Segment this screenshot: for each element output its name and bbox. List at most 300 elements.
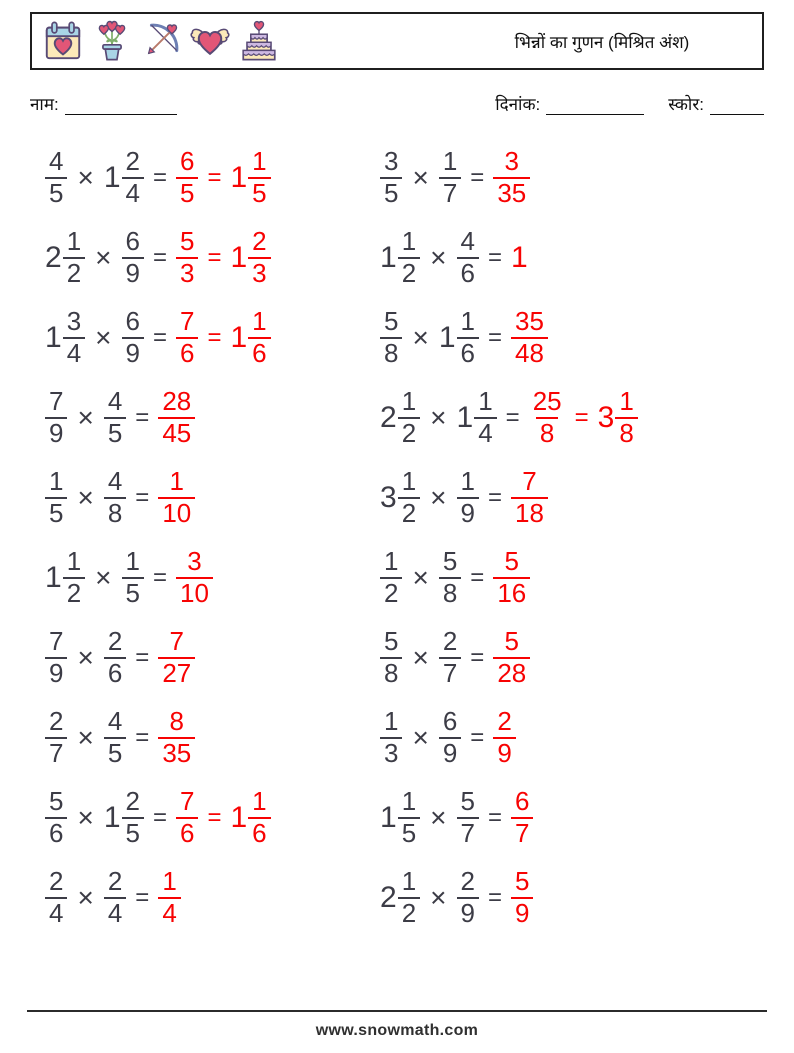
denominator: 5: [45, 497, 67, 528]
numerator: 5: [442, 546, 458, 577]
answer-value: [230, 788, 270, 847]
fraction: [380, 628, 402, 687]
denominator: 6: [176, 817, 198, 848]
equals-sign: =: [207, 244, 222, 271]
fraction: [122, 148, 144, 207]
whole-number: 1: [45, 561, 62, 594]
denominator: 2: [63, 577, 85, 608]
numerator: 1: [401, 386, 417, 417]
denominator: 6: [248, 817, 270, 848]
answer-value: [493, 708, 515, 767]
fraction: [615, 388, 637, 447]
answer-value: [176, 548, 213, 607]
denominator: 3: [248, 257, 270, 288]
factor-2: [104, 148, 144, 207]
denominator: 9: [439, 737, 461, 768]
numerator: 2: [125, 786, 140, 817]
factor-2: [439, 628, 461, 687]
fraction: [248, 148, 270, 207]
fraction: [176, 548, 213, 607]
denominator: 28: [493, 657, 530, 688]
numerator: 7: [522, 466, 537, 497]
fraction: [398, 228, 420, 287]
answers: [176, 148, 271, 207]
numerator: 5: [460, 786, 475, 817]
denominator: 9: [122, 337, 144, 368]
factor-1: [45, 868, 67, 927]
factor-2: [104, 708, 126, 767]
denominator: 6: [248, 337, 270, 368]
answers: [493, 628, 530, 687]
fraction: [439, 708, 461, 767]
answers: [511, 868, 533, 927]
numerator: 1: [460, 306, 475, 337]
problem: [380, 538, 794, 618]
numerator: 5: [515, 866, 530, 897]
equals-sign: =: [135, 644, 150, 671]
denominator: 5: [122, 577, 144, 608]
fraction: [45, 788, 67, 847]
equals-sign: =: [574, 404, 589, 431]
factor-1: [45, 788, 67, 847]
factor-2: [122, 308, 144, 367]
numerator: 1: [401, 466, 417, 497]
denominator: 4: [104, 897, 126, 928]
factor-2: [122, 228, 144, 287]
denominator: 3: [380, 737, 402, 768]
fraction: [176, 148, 198, 207]
fraction: [457, 868, 479, 927]
numerator: 5: [384, 306, 399, 337]
equals-sign: =: [487, 484, 502, 511]
equals-sign: =: [470, 724, 485, 751]
times-sign: ×: [77, 162, 94, 193]
denominator: 8: [380, 657, 402, 688]
fraction: [104, 868, 126, 927]
answer-value: [511, 868, 533, 927]
numerator: 6: [125, 226, 140, 257]
factor-2: [104, 468, 126, 527]
denominator: 4: [45, 897, 67, 928]
calendar-heart-icon: [42, 20, 84, 62]
denominator: 10: [158, 497, 195, 528]
fraction: [158, 388, 195, 447]
whole-number: 1: [456, 401, 474, 434]
name-label: नाम:: [30, 95, 59, 114]
numerator: 25: [532, 386, 562, 417]
answer-value: [230, 228, 270, 287]
denominator: 5: [122, 817, 144, 848]
fraction: [158, 468, 195, 527]
equals-sign: =: [152, 804, 167, 831]
answer-value: [158, 708, 195, 767]
fraction: [380, 548, 402, 607]
fraction: [511, 788, 533, 847]
fields-row: [30, 92, 764, 115]
answers: [493, 148, 530, 207]
answer-value: [493, 148, 530, 207]
equals-sign: =: [152, 164, 167, 191]
fraction: [45, 148, 67, 207]
denominator: 5: [104, 737, 126, 768]
numerator: 5: [504, 546, 519, 577]
equals-sign: =: [135, 484, 150, 511]
denominator: 5: [248, 177, 270, 208]
denominator: 8: [615, 417, 637, 448]
numerator: 1: [401, 866, 417, 897]
numerator: 6: [515, 786, 530, 817]
answer-value: [176, 228, 198, 287]
numerator: 2: [252, 226, 267, 257]
fraction: [398, 388, 420, 447]
fraction: [176, 308, 198, 367]
denominator: 6: [104, 657, 126, 688]
numerator: 2: [107, 626, 123, 657]
page-title: भिन्नों का गुणन (मिश्रित अंश): [514, 32, 690, 52]
header-icons: [42, 20, 280, 62]
denominator: 9: [493, 737, 515, 768]
factor-1: [45, 548, 85, 607]
whole-number: 1: [511, 241, 528, 274]
fraction: [511, 468, 548, 527]
equals-sign: =: [152, 324, 167, 351]
answer-value: [158, 468, 195, 527]
factor-1: [380, 708, 402, 767]
problem: [380, 298, 794, 378]
fraction: [122, 788, 144, 847]
fraction: [63, 548, 85, 607]
problem: [45, 698, 380, 778]
answers: [511, 308, 548, 367]
equals-sign: =: [135, 724, 150, 751]
fraction: [104, 628, 126, 687]
date-field: [495, 92, 644, 115]
fraction: [248, 228, 270, 287]
fraction: [45, 468, 67, 527]
problems-grid: [0, 138, 794, 938]
times-sign: ×: [430, 482, 447, 513]
problem: [380, 698, 794, 778]
problem: [45, 138, 380, 218]
equals-sign: =: [207, 804, 222, 831]
times-sign: ×: [77, 402, 94, 433]
numerator: 1: [401, 786, 417, 817]
answers: [493, 708, 515, 767]
heart-cake-icon: [238, 20, 280, 62]
numerator: 1: [619, 386, 634, 417]
fraction: [439, 628, 461, 687]
whole-number: 2: [380, 881, 397, 914]
numerator: 4: [107, 466, 123, 497]
denominator: 18: [511, 497, 548, 528]
numerator: 6: [442, 706, 458, 737]
factor-1: [45, 708, 67, 767]
answer-value: [158, 388, 195, 447]
numerator: 1: [252, 306, 267, 337]
numerator: 5: [180, 226, 195, 257]
fraction: [439, 148, 461, 207]
denominator: 7: [439, 177, 461, 208]
fraction: [529, 388, 566, 447]
problem: [45, 858, 380, 938]
times-sign: ×: [430, 242, 447, 273]
footer-divider: [27, 1010, 767, 1012]
numerator: 1: [66, 226, 82, 257]
whole-number: 1: [438, 321, 456, 354]
numerator: 1: [125, 546, 140, 577]
denominator: 27: [158, 657, 195, 688]
numerator: 6: [180, 146, 195, 177]
date-label: दिनांक:: [495, 95, 541, 114]
factor-1: [380, 468, 420, 527]
whole-number: 1: [103, 801, 121, 834]
denominator: 9: [457, 497, 479, 528]
times-sign: ×: [77, 722, 94, 753]
whole-number: 1: [230, 801, 248, 834]
factor-2: [104, 788, 144, 847]
answer-value: [529, 388, 566, 447]
times-sign: ×: [77, 482, 94, 513]
numerator: 7: [49, 626, 64, 657]
denominator: 4: [63, 337, 85, 368]
fraction: [63, 308, 85, 367]
equals-sign: =: [135, 884, 150, 911]
denominator: 5: [380, 177, 402, 208]
factor-2: [457, 468, 479, 527]
problem: [380, 378, 794, 458]
equals-sign: =: [470, 564, 485, 591]
numerator: 8: [169, 706, 184, 737]
whole-number: 1: [230, 161, 248, 194]
answers: [511, 788, 533, 847]
answer-value: [176, 308, 198, 367]
answers: [511, 468, 548, 527]
denominator: 8: [104, 497, 126, 528]
denominator: 2: [63, 257, 85, 288]
numerator: 5: [384, 626, 399, 657]
problem: [380, 218, 794, 298]
footer-url: www.snowmath.com: [315, 1022, 479, 1039]
fraction: [457, 788, 479, 847]
fraction: [439, 548, 461, 607]
fraction: [398, 788, 420, 847]
fraction: [158, 708, 195, 767]
factor-1: [380, 388, 420, 447]
factor-1: [380, 628, 402, 687]
denominator: 16: [493, 577, 530, 608]
numerator: 5: [504, 626, 519, 657]
denominator: 8: [380, 337, 402, 368]
numerator: 1: [478, 386, 493, 417]
factor-2: [439, 148, 461, 207]
fraction: [158, 868, 180, 927]
fraction: [63, 228, 85, 287]
factor-2: [457, 228, 479, 287]
answer-value: [511, 308, 548, 367]
factor-2: [457, 788, 479, 847]
numerator: 3: [187, 546, 202, 577]
whole-number: 1: [230, 241, 248, 274]
numerator: 7: [49, 386, 64, 417]
numerator: 5: [49, 786, 64, 817]
numerator: 3: [384, 146, 399, 177]
equals-sign: =: [505, 404, 520, 431]
whole-number: 1: [380, 801, 397, 834]
problem: [45, 298, 380, 378]
factor-1: [45, 228, 85, 287]
equals-sign: =: [487, 324, 502, 351]
factor-1: [380, 308, 402, 367]
score-blank-line: [710, 114, 764, 115]
fraction: [380, 148, 402, 207]
answers: [493, 548, 530, 607]
denominator: 9: [45, 417, 67, 448]
denominator: 4: [158, 897, 180, 928]
times-sign: ×: [95, 322, 112, 353]
problem: [380, 858, 794, 938]
times-sign: ×: [95, 242, 112, 273]
denominator: 6: [176, 337, 198, 368]
factor-2: [104, 628, 126, 687]
score-field: [668, 92, 764, 115]
whole-number: 2: [45, 241, 62, 274]
whole-number: 2: [380, 401, 397, 434]
fraction: [511, 868, 533, 927]
fraction: [248, 788, 270, 847]
numerator: 7: [180, 306, 195, 337]
denominator: 6: [457, 257, 479, 288]
times-sign: ×: [77, 802, 94, 833]
fraction: [104, 708, 126, 767]
problem: [45, 458, 380, 538]
denominator: 6: [457, 337, 479, 368]
fraction: [45, 388, 67, 447]
times-sign: ×: [412, 642, 429, 673]
numerator: 3: [66, 306, 82, 337]
denominator: 9: [511, 897, 533, 928]
answers: [176, 548, 213, 607]
problem: [45, 618, 380, 698]
answer-value: [230, 148, 270, 207]
times-sign: ×: [430, 402, 447, 433]
problem: [45, 778, 380, 858]
factor-2: [439, 308, 479, 367]
answer-value: [176, 788, 198, 847]
times-sign: ×: [412, 322, 429, 353]
fraction: [45, 868, 67, 927]
numerator: 1: [49, 466, 64, 497]
factor-1: [45, 468, 67, 527]
answer-value: [493, 548, 530, 607]
fraction: [380, 708, 402, 767]
problem: [45, 538, 380, 618]
numerator: 1: [169, 466, 184, 497]
cupid-bow-icon: [140, 20, 182, 62]
factor-1: [380, 788, 420, 847]
denominator: 8: [439, 577, 461, 608]
fraction: [493, 548, 530, 607]
fraction: [104, 388, 126, 447]
times-sign: ×: [430, 882, 447, 913]
answer-value: [176, 148, 198, 207]
times-sign: ×: [77, 882, 94, 913]
answers: [158, 628, 195, 687]
equals-sign: =: [470, 164, 485, 191]
denominator: 35: [493, 177, 530, 208]
problem: [380, 138, 794, 218]
fraction: [511, 308, 548, 367]
denominator: 4: [122, 177, 144, 208]
whole-number: 3: [380, 481, 397, 514]
equals-sign: =: [135, 404, 150, 431]
denominator: 5: [45, 177, 67, 208]
numerator: 1: [401, 226, 417, 257]
factor-1: [380, 868, 420, 927]
problem: [45, 218, 380, 298]
numerator: 6: [125, 306, 140, 337]
answers: [511, 243, 529, 273]
factor-2: [104, 388, 126, 447]
denominator: 5: [398, 817, 420, 848]
times-sign: ×: [412, 562, 429, 593]
answer-value: [511, 468, 548, 527]
fraction: [493, 628, 530, 687]
equals-sign: =: [487, 244, 502, 271]
numerator: 3: [504, 146, 519, 177]
problem: [380, 618, 794, 698]
denominator: 7: [511, 817, 533, 848]
numerator: 2: [460, 866, 475, 897]
denominator: 48: [511, 337, 548, 368]
factor-1: [45, 388, 67, 447]
fraction: [398, 868, 420, 927]
fraction: [45, 628, 67, 687]
factor-1: [45, 148, 67, 207]
answer-value: [230, 308, 270, 367]
denominator: 7: [45, 737, 67, 768]
numerator: 1: [384, 546, 399, 577]
factor-2: [439, 548, 461, 607]
numerator: 28: [162, 386, 192, 417]
answer-value: [598, 388, 638, 447]
score-label: स्कोर:: [668, 95, 704, 114]
factor-2: [122, 548, 144, 607]
whole-number: 3: [597, 401, 615, 434]
factor-1: [380, 228, 420, 287]
factor-2: [104, 868, 126, 927]
answer-value: [511, 788, 533, 847]
denominator: 9: [457, 897, 479, 928]
problem: [380, 458, 794, 538]
fraction: [158, 628, 195, 687]
numerator: 2: [125, 146, 140, 177]
times-sign: ×: [77, 642, 94, 673]
denominator: 35: [158, 737, 195, 768]
numerator: 7: [180, 786, 195, 817]
fraction: [104, 468, 126, 527]
numerator: 2: [49, 706, 64, 737]
fraction: [493, 708, 515, 767]
numerator: 2: [497, 706, 512, 737]
times-sign: ×: [430, 802, 447, 833]
times-sign: ×: [95, 562, 112, 593]
equals-sign: =: [487, 804, 502, 831]
factor-2: [457, 868, 479, 927]
equals-sign: =: [487, 884, 502, 911]
numerator: 4: [107, 706, 123, 737]
numerator: 1: [460, 466, 475, 497]
fraction: [380, 308, 402, 367]
